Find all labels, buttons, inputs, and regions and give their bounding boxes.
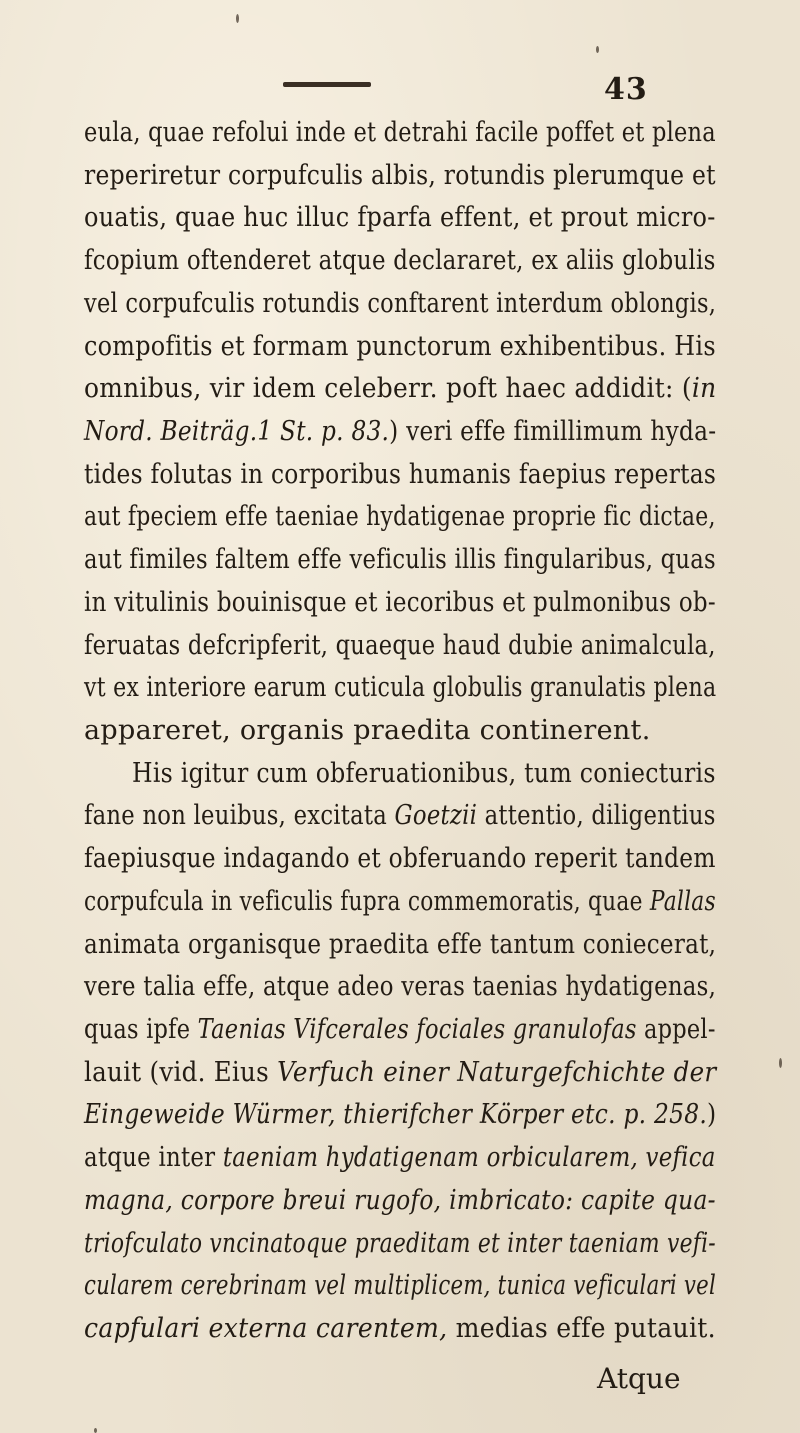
italic-segment: Goetzii [394, 800, 478, 831]
header-rule [283, 82, 371, 87]
text-line [84, 671, 716, 705]
text-line [84, 244, 716, 278]
text-segment: vel corpufculis rotundis conftarent interdum oblongis, [84, 288, 717, 319]
text-segment: lauit (vid. Eius [84, 1057, 278, 1088]
italic-segment: Taenias Vifcerales fociales granulofas [197, 1014, 637, 1045]
text-segment: feruatas defcripferit, quaeque haud dubie animalcula, [84, 630, 716, 661]
text-segment: His igitur cum obferuationibus, tum coniecturis [132, 758, 716, 789]
text-segment: ouatis, quae huc illuc fparfa effent, et prout micro- [84, 202, 716, 233]
italic-segment: Nord. Beiträg.1 St. p. 83. [84, 416, 390, 447]
ink-speck [94, 1428, 97, 1433]
text-line [84, 586, 716, 620]
text-line [84, 1098, 716, 1132]
ink-speck [779, 1058, 782, 1068]
text-line [84, 928, 716, 962]
text-line [84, 1056, 716, 1090]
catchword: Atque [597, 1362, 681, 1395]
ink-speck [236, 14, 239, 23]
text-segment: appareret, organis praedita continerent. [84, 715, 651, 746]
text-segment: compofitis et formam punctorum exhibentibus. His [84, 331, 716, 362]
text-segment: corpufcula in veficulis fupra commemoratis, quae [84, 886, 650, 917]
text-line [84, 458, 716, 492]
text-line [84, 970, 716, 1004]
text-line [84, 1013, 716, 1047]
text-line [84, 415, 716, 449]
text-segment: quas ipfe [84, 1014, 198, 1045]
text-line [84, 799, 716, 833]
text-segment: animata organisque praedita effe tantum coniecerat, [84, 929, 717, 960]
italic-segment: taeniam hydatigenam orbicularem, vefica [222, 1142, 716, 1173]
text-line [84, 1227, 716, 1261]
text-segment: reperiretur corpufculis albis, rotundis plerumque et [84, 160, 716, 191]
italic-segment: Verfuch einer Naturgefchichte der [277, 1057, 717, 1088]
text-line [84, 1184, 716, 1218]
italic-segment: Eingeweide Würmer, thierifcher Körper etc. p. 258. [84, 1099, 708, 1130]
text-line [84, 201, 716, 235]
text-segment: tides folutas in corporibus humanis faepius repertas [84, 459, 717, 490]
text-segment: atque inter [84, 1142, 223, 1173]
text-segment: aut fimiles faltem effe veficulis illis fingularibus, quas [84, 544, 716, 575]
text-line [84, 1312, 716, 1346]
text-segment: medias effe putauit. [447, 1313, 716, 1344]
text-segment: faepiusque indagando et obferuando reperit tandem [84, 843, 716, 874]
text-segment: ) veri effe fimillimum hyda- [389, 416, 717, 447]
text-line [84, 159, 716, 193]
page-number: 43 [604, 72, 648, 107]
text-line [84, 842, 716, 876]
text-segment: in vitulinis bouinisque et iecoribus et pulmonibus ob- [84, 587, 716, 618]
text-segment: vere talia effe, atque adeo veras taenias hydatigenas, [84, 971, 717, 1002]
text-segment: vt ex interiore earum cuticula globulis granulatis plena [84, 672, 717, 703]
text-line [84, 330, 716, 364]
italic-segment: in [691, 373, 717, 404]
text-line [84, 885, 716, 919]
text-line [84, 372, 716, 406]
text-segment: ) [707, 1099, 717, 1130]
text-line [84, 116, 716, 150]
text-segment: omnibus, vir idem celeberr. poft haec addidit: ( [84, 373, 692, 404]
text-line [132, 757, 716, 791]
italic-segment: triofculato vncinatoque praeditam et inter taeniam vefi- [84, 1228, 716, 1259]
text-segment: fane non leuibus, excitata [84, 800, 395, 831]
text-line [84, 629, 716, 663]
text-line [84, 714, 651, 748]
text-segment: fcopium oftenderet atque declararet, ex aliis globulis [84, 245, 716, 276]
text-line [84, 500, 716, 534]
italic-segment: Pallas [649, 886, 716, 917]
italic-segment: capfulari externa carentem, [84, 1313, 448, 1344]
ink-speck [596, 46, 599, 53]
text-line [84, 287, 716, 321]
text-line [84, 1269, 716, 1303]
text-segment: attentio, diligentius [477, 800, 716, 831]
text-segment: appel- [636, 1014, 716, 1045]
text-segment: aut fpeciem effe taeniae hydatigenae proprie fic dictae, [84, 501, 716, 532]
text-line [84, 543, 716, 577]
italic-segment: magna, corpore breui rugofo, imbricato: capite qua- [84, 1185, 716, 1216]
italic-segment: cularem cerebrinam vel multiplicem, tunica veficulari vel [84, 1270, 716, 1301]
text-segment: eula, quae refolui inde et detrahi facile poffet et plena [84, 117, 716, 148]
text-line [84, 1141, 716, 1175]
